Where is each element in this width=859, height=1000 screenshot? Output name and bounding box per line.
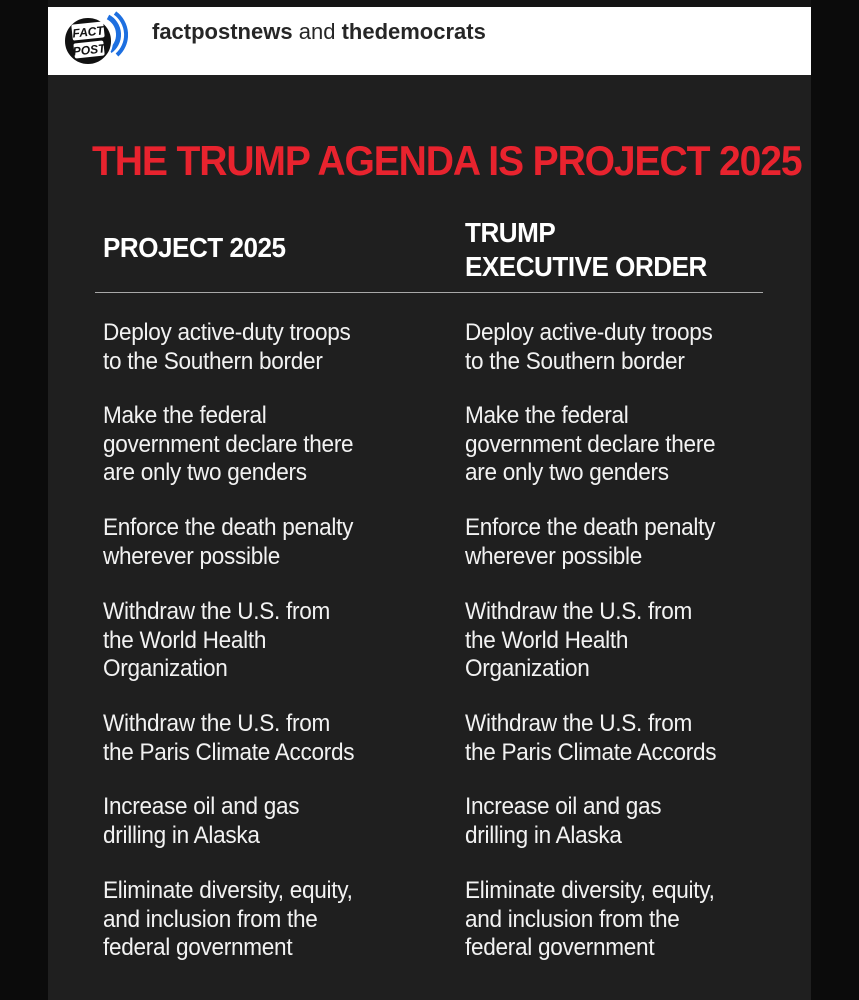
item-text-line: Eliminate diversity, equity,: [103, 877, 353, 904]
item-text-line: Enforce the death penalty: [103, 514, 354, 541]
column-heading-project-2025: [103, 231, 286, 265]
account-joiner: and: [298, 19, 336, 44]
post-header: [48, 7, 811, 75]
avatar[interactable]: [62, 11, 128, 69]
executive-order-item: [465, 514, 785, 571]
column-heading-trump-executive-order: [465, 216, 707, 284]
item-text-line: Eliminate diversity, equity,: [465, 877, 715, 904]
account-line: [152, 17, 486, 47]
left-gutter: [0, 0, 48, 1000]
column-heading-right-line-2: EXECUTIVE ORDER: [465, 251, 707, 282]
project-2025-item: [103, 319, 423, 376]
project-2025-item: [103, 514, 423, 571]
post-image[interactable]: [48, 75, 811, 1000]
executive-order-item: [465, 877, 785, 963]
item-text-line: and inclusion from the: [103, 905, 318, 933]
item-text-line: federal government: [465, 934, 655, 961]
item-text-line: Enforce the death penalty: [465, 514, 716, 541]
item-text-line: the Paris Climate Accords: [103, 738, 355, 766]
item-text-line: wherever possible: [103, 542, 281, 570]
executive-order-item: [465, 710, 785, 767]
executive-order-item: [465, 793, 785, 850]
item-text-line: to the Southern border: [103, 347, 323, 375]
executive-order-item: [465, 319, 785, 376]
item-text-line: wherever possible: [465, 542, 643, 570]
column-heading-left-text: PROJECT 2025: [103, 232, 286, 263]
item-text-line: are only two genders: [103, 459, 307, 486]
headline: THE TRUMP AGENDA IS PROJECT 2025: [92, 137, 802, 184]
item-text-line: drilling in Alaska: [465, 821, 622, 849]
project-2025-item: [103, 598, 423, 684]
item-text-line: government declare there: [103, 430, 354, 458]
logo-word-2: POST: [72, 41, 107, 59]
item-text-line: Deploy active-duty troops: [465, 319, 713, 346]
item-text-line: Withdraw the U.S. from: [103, 710, 330, 737]
item-text-line: Withdraw the U.S. from: [465, 598, 692, 625]
item-text-line: drilling in Alaska: [103, 821, 260, 849]
right-gutter: [811, 0, 859, 1000]
item-text-line: the World Health: [465, 626, 629, 654]
account-link-thedemocrats[interactable]: thedemocrats: [341, 19, 486, 44]
item-text-line: the Paris Climate Accords: [465, 738, 717, 766]
project-2025-item: [103, 793, 423, 850]
logo-word-1: FACT: [71, 23, 105, 41]
item-text-line: Withdraw the U.S. from: [465, 710, 692, 737]
column-heading-right-line-1: TRUMP: [465, 217, 556, 248]
item-text-line: Make the federal: [103, 402, 267, 429]
item-text-line: federal government: [103, 934, 293, 961]
item-text-line: and inclusion from the: [465, 905, 680, 933]
project-2025-item: [103, 877, 423, 963]
item-text-line: government declare there: [465, 430, 716, 458]
project-2025-item: [103, 710, 423, 767]
item-text-line: Deploy active-duty troops: [103, 319, 351, 346]
item-text-line: are only two genders: [465, 459, 669, 486]
item-text-line: Increase oil and gas: [103, 793, 300, 820]
executive-order-item: [465, 402, 785, 488]
item-text-line: to the Southern border: [465, 347, 685, 375]
factpost-logo-icon: [62, 11, 128, 69]
header-divider: [95, 292, 763, 293]
item-text-line: Withdraw the U.S. from: [103, 598, 330, 625]
item-text-line: the World Health: [103, 626, 267, 654]
executive-order-item: [465, 598, 785, 684]
account-link-factpostnews[interactable]: factpostnews: [152, 19, 293, 44]
item-text-line: Organization: [103, 655, 228, 682]
item-text-line: Increase oil and gas: [465, 793, 662, 820]
item-text-line: Organization: [465, 655, 590, 682]
project-2025-item: [103, 402, 423, 488]
item-text-line: Make the federal: [465, 402, 629, 429]
